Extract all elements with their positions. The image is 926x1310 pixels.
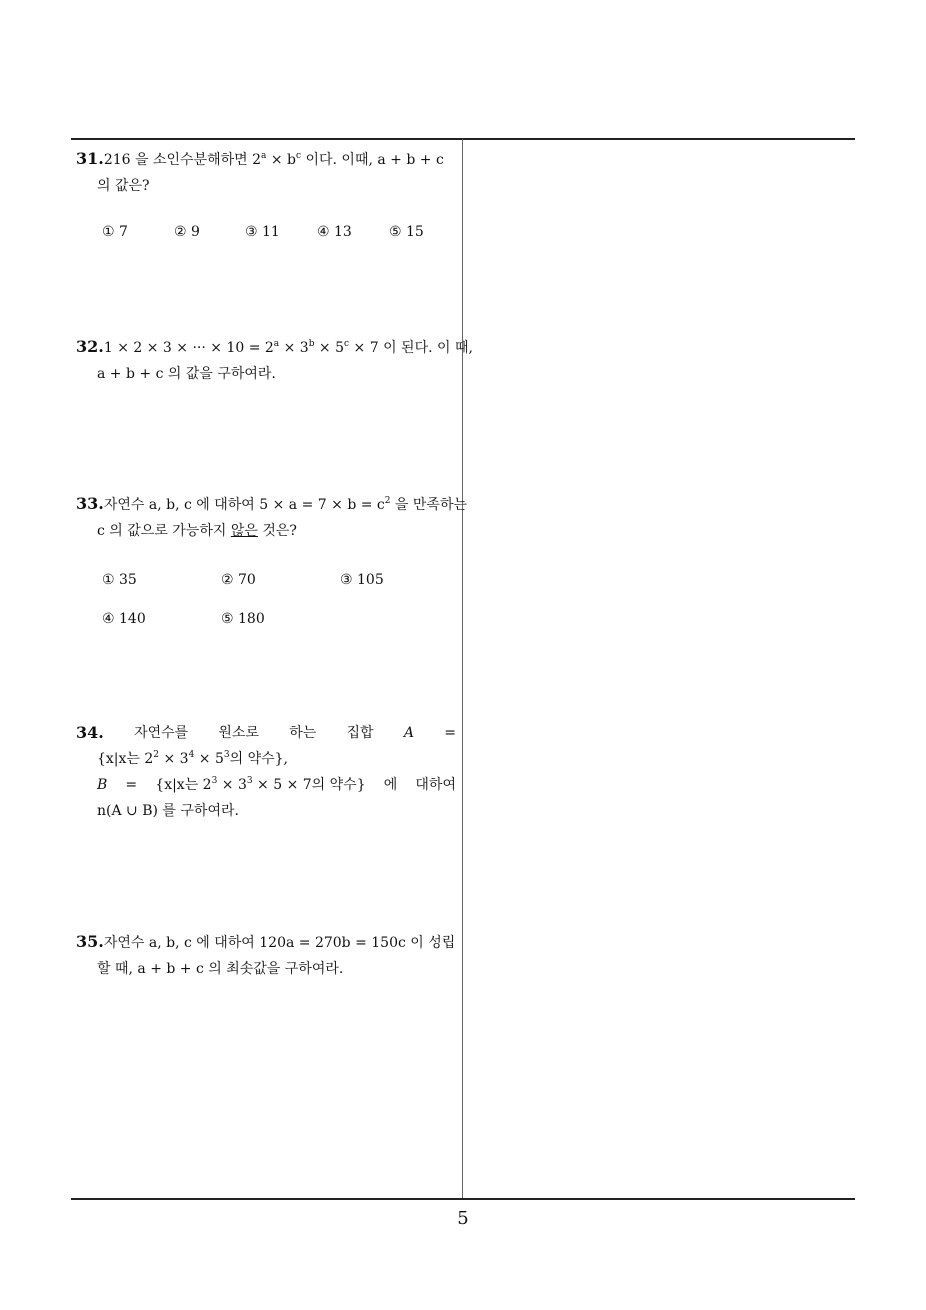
problem-31-line-1: [76, 146, 456, 173]
choice-3[interactable]: ③ 105: [340, 572, 384, 588]
problem-text: 것은?: [257, 523, 297, 539]
problem-word: 자연수를: [134, 725, 189, 741]
problem-text: 의 약수},: [229, 751, 288, 767]
choice-5[interactable]: ⑤ 180: [221, 611, 265, 627]
exponent: c: [295, 151, 302, 161]
problem-33-line-1: [76, 491, 468, 518]
problem-text: c 의 값으로 가능하지: [97, 523, 231, 539]
choice-4[interactable]: ④ 13: [317, 224, 352, 240]
problem-number: 35.: [76, 932, 104, 951]
problem-text: 을 만족하는: [390, 497, 468, 513]
problem-text: × 3: [159, 751, 189, 767]
problem-32: [76, 334, 473, 387]
problem-text: {x|x는 2: [155, 777, 212, 793]
exponent: 3: [223, 750, 230, 760]
exponent: c: [344, 339, 350, 349]
problem-text: 이다. 이때, a + b + c: [301, 152, 444, 168]
exponent: 4: [188, 750, 195, 760]
problem-number: 31.: [76, 149, 104, 168]
choice-3[interactable]: ③ 11: [245, 224, 280, 240]
problem-text: × 3: [217, 777, 247, 793]
problem-33: [76, 491, 468, 544]
problem-text: × 3: [279, 340, 309, 356]
problem-number: 34.: [76, 723, 104, 742]
problem-word: A: [403, 725, 414, 741]
underlined-word: 않은: [230, 523, 258, 539]
choice-4[interactable]: ④ 140: [102, 611, 146, 627]
problem-34-line-3: [76, 772, 456, 798]
exponent: 3: [211, 776, 218, 786]
problem-34-line-1: [76, 720, 456, 746]
problem-35-line-1: [76, 929, 456, 956]
problem-word: 원소로: [218, 725, 259, 741]
problem-32-line-2: a + b + c 의 값을 구하여라.: [97, 366, 276, 382]
problem-text: 자연수 a, b, c 에 대하여 120a = 270b = 150c 이 성립: [103, 935, 456, 951]
exponent: b: [308, 339, 315, 349]
problem-text: × 5 × 7의 약수}: [252, 777, 366, 793]
bottom-rule: [71, 1198, 855, 1200]
choice-1[interactable]: ① 7: [102, 224, 128, 240]
problem-word: =: [125, 777, 138, 793]
top-rule: [71, 138, 855, 140]
exponent: a: [261, 151, 267, 161]
problem-33-line-2: [76, 518, 456, 544]
choice-2[interactable]: ② 70: [221, 572, 256, 588]
problem-text: {x|x는 2: [97, 751, 154, 767]
exponent: 3: [246, 776, 253, 786]
problem-text: × 5: [194, 751, 224, 767]
problem-word: 하는: [289, 725, 317, 741]
choice-2[interactable]: ② 9: [174, 224, 200, 240]
problem-number: 33.: [76, 494, 104, 513]
problem-34-line-2: [76, 746, 456, 772]
set-expression: [155, 772, 365, 798]
choice-5[interactable]: ⑤ 15: [389, 224, 424, 240]
problem-word: 에: [383, 777, 398, 793]
exponent: 2: [384, 496, 391, 506]
problem-31-line-2: 의 값은?: [97, 178, 150, 194]
problem-text: 216 을 소인수분해하면 2: [103, 152, 262, 168]
problem-number: 32.: [76, 337, 104, 356]
problem-word: 집합: [346, 725, 374, 741]
problem-text: × 7 이 된다. 이 때,: [349, 340, 473, 356]
problem-34-line-4: n(A ∪ B) 를 구하여라.: [97, 803, 239, 819]
problem-text: × b: [266, 152, 296, 168]
exponent: a: [273, 339, 280, 349]
problem-text: 1 × 2 × 3 × ··· × 10 = 2: [103, 340, 274, 356]
problem-34: [76, 720, 456, 824]
column-divider: [462, 139, 463, 1199]
problem-text: 자연수 a, b, c 에 대하여 5 × a = 7 × b = c: [103, 497, 385, 513]
problem-text: × 5: [314, 340, 345, 356]
problem-word: 대하여: [415, 777, 456, 793]
page-number: 5: [457, 1208, 469, 1229]
problem-35-line-2: 할 때, a + b + c 의 최솟값을 구하여라.: [97, 961, 344, 977]
choice-1[interactable]: ① 35: [102, 572, 137, 588]
problem-31: [76, 146, 456, 199]
problem-35: [76, 929, 456, 982]
problem-word: =: [444, 725, 456, 741]
problem-word: B: [97, 777, 108, 793]
problem-32-line-1: [76, 334, 473, 361]
exponent: 2: [153, 750, 160, 760]
